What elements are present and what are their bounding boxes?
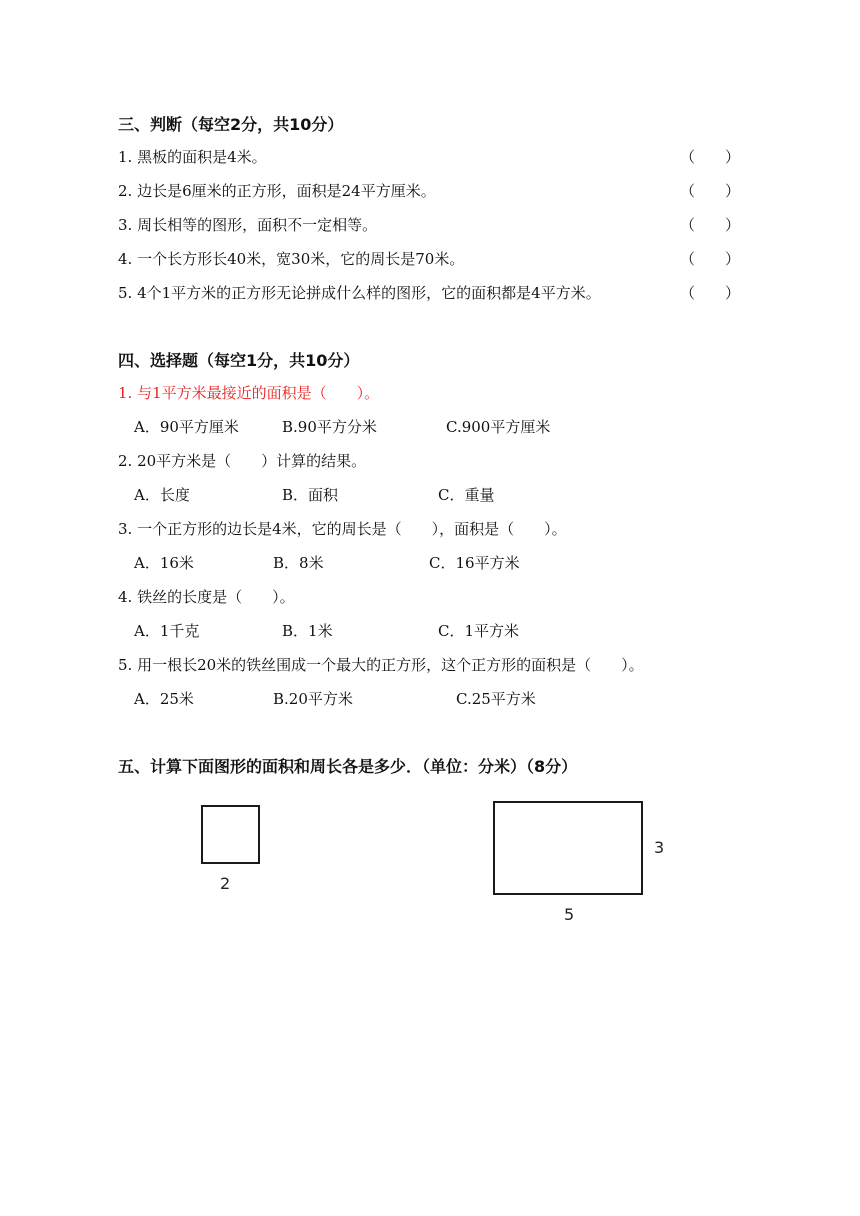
choice-q1-option-a[interactable]: A．90平方厘米 [134,418,239,436]
choice-q5-option-c[interactable]: C.25平方米 [456,690,536,708]
choice-q1-option-b[interactable]: B.90平方分米 [282,418,377,436]
choice-q4-option-c[interactable]: C．1平方米 [438,622,520,640]
choice-q4-option-b[interactable]: B．1米 [282,622,333,640]
judge-answer-blank-4[interactable]: （ ） [680,250,741,268]
rectangle-height-label: 3 [654,838,665,857]
judge-item-2: 2. 边长是6厘米的正方形，面积是24平方厘米。 [118,182,436,200]
choice-q4-option-a[interactable]: A．1千克 [134,622,200,640]
square-side-label: 2 [220,874,231,893]
choice-q1-option-c[interactable]: C.900平方厘米 [446,418,551,436]
judge-answer-blank-1[interactable]: （ ） [680,148,741,166]
judge-answer-blank-5[interactable]: （ ） [680,284,741,302]
judge-item-4: 4. 一个长方形长40米，宽30米，它的周长是70米。 [118,250,465,268]
choice-question-5: 5. 用一根长20米的铁丝围成一个最大的正方形，这个正方形的面积是（ ）。 [118,656,644,674]
section5-title: 五、计算下面图形的面积和周长各是多少．（单位：分米）（8分） [118,757,578,776]
choice-question-4: 4. 铁丝的长度是（ ）。 [118,588,295,606]
section3-title: 三、判断（每空2分，共10分） [118,115,344,134]
square-figure [201,805,260,864]
judge-answer-blank-3[interactable]: （ ） [680,216,741,234]
choice-q3-option-b[interactable]: B．8米 [273,554,324,572]
judge-item-5: 5. 4个1平方米的正方形无论拼成什么样的图形，它的面积都是4平方米。 [118,284,601,302]
rectangle-width-label: 5 [564,905,575,924]
judge-answer-blank-2[interactable]: （ ） [680,182,741,200]
choice-question-1: 1. 与1平方米最接近的面积是（ ）。 [118,384,380,402]
judge-item-1: 1. 黑板的面积是4米。 [118,148,267,166]
choice-q2-option-b[interactable]: B．面积 [282,486,339,504]
choice-q2-option-a[interactable]: A．长度 [134,486,190,504]
choice-question-3: 3. 一个正方形的边长是4米，它的周长是（ ），面积是（ ）。 [118,520,567,538]
rectangle-figure [493,801,643,895]
section4-title: 四、选择题（每空1分，共10分） [118,351,360,370]
choice-q5-option-a[interactable]: A．25米 [134,690,194,708]
choice-q2-option-c[interactable]: C．重量 [438,486,495,504]
judge-item-3: 3. 周长相等的图形，面积不一定相等。 [118,216,378,234]
choice-question-2: 2. 20平方米是（ ）计算的结果。 [118,452,367,470]
choice-q3-option-a[interactable]: A．16米 [134,554,194,572]
choice-q5-option-b[interactable]: B.20平方米 [273,690,353,708]
choice-q3-option-c[interactable]: C．16平方米 [429,554,520,572]
